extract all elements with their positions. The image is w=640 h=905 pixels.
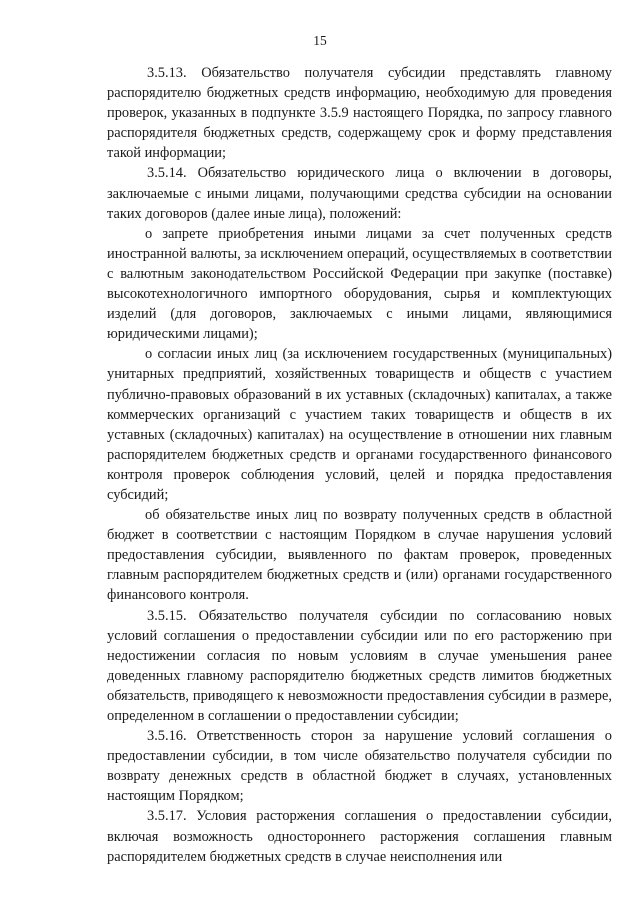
paragraph-3-5-15: 3.5.15. Обязательство получателя субсидии по согласованию новых условий соглашения о предоставлении субсидии или по его расторжению при недостижении согласия по новым условиям в случае уменьшения ранее доведенных главному распорядителю бюджетных средств лимитов бюджетных обязательств, приводящего к невозможности предоставления субсидии в размере, определенном в соглашении о предоставлении субсидии; <box>107 607 612 724</box>
paragraph-3-5-14: 3.5.14. Обязательство юридического лица о включении в договоры, заключаемые с иными лицами, получающими средства субсидии на основании таких договоров (далее иные лица), положений: <box>107 165 612 222</box>
list-item-currency-prohibition: о запрете приобретения иными лицами за счет полученных средств иностранной валюты, за исключением операций, осуществляемых в соответствии с валютным законодательством Российской Федерации при закупке (поставке) высокотехнологичного импортного оборудования, сырья и комплектующих изделий (для договоров, заключаемых с иными лицами, являющимися юридическими лицами); <box>107 225 612 343</box>
paragraph-3-5-17: 3.5.17. Условия расторжения соглашения о предоставлении субсидии, включая возможность одностороннего расторжения соглашения главным распорядителем бюджетных средств в случае неисполнения или <box>107 808 612 865</box>
paragraph-3-5-13: 3.5.13. Обязательство получателя субсидии представлять главному распорядителю бюджетных средств информацию, необходимую для проведения проверок, указанных в подпункте 3.5.9 настоящего Порядка, по запросу главного распорядителя бюджетных средств, содержащему срок и форму представления такой информации; <box>107 65 612 162</box>
document-body <box>107 63 612 867</box>
list-item-inspection-consent: о согласии иных лиц (за исключением государственных (муниципальных) унитарных предприятий, хозяйственных товариществ и обществ с участием публично-правовых образований в их уставных (складочных) капиталах, а также коммерческих организаций с участием таких товариществ и обществ в их уставных (складочных) капиталах) на осуществление в отношении них главным распорядителем бюджетных средств и органами государственного финансового контроля проверок соблюдения условий, целей и порядка предоставления субсидий; <box>107 346 612 503</box>
list-item-refund-obligation: об обязательстве иных лиц по возврату полученных средств в областной бюджет в соответствии с настоящим Порядком в случае нарушения условий предоставления субсидии, выявленного по фактам проверок, проведенных главным распорядителем бюджетных средств и (или) органами государственного финансового контроля. <box>107 507 612 604</box>
paragraph-3-5-16: 3.5.16. Ответственность сторон за нарушение условий соглашения о предоставлении субсидии, в том числе обязательство получателя субсидии по возврату денежных средств в областной бюджет в случаях, установленных настоящим Порядком; <box>107 728 612 805</box>
page-number: 15 <box>313 33 327 48</box>
